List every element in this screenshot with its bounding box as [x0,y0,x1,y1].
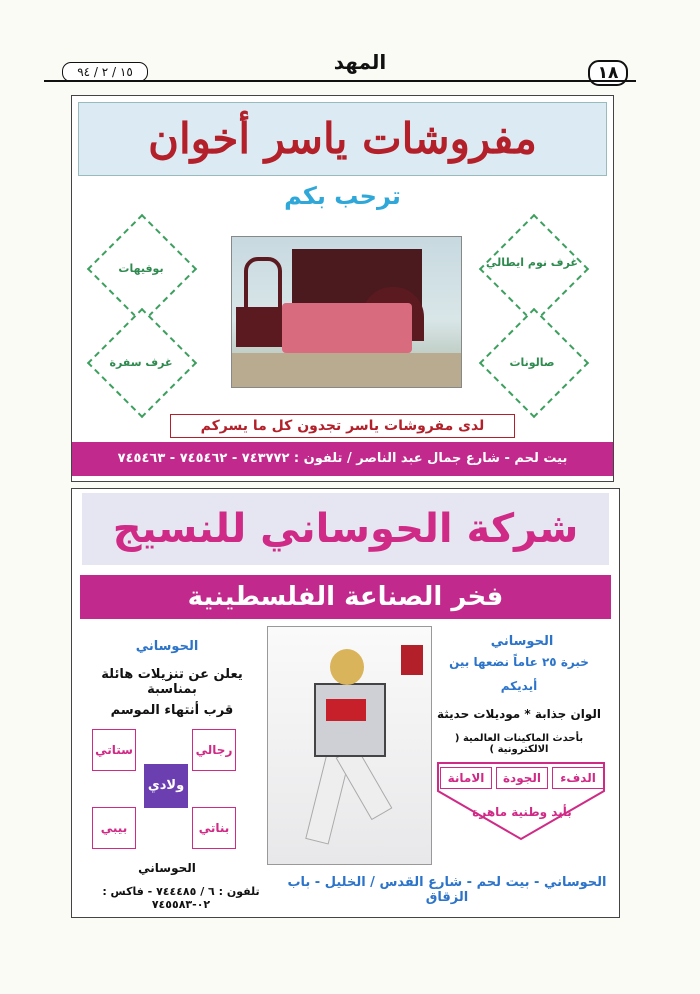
model-head [330,649,364,685]
right-line2: أيديكم [500,679,538,693]
furniture-advertisement [71,95,614,482]
header-rule [44,80,636,82]
left-line2: قرب أنتهاء الموسم [110,703,234,718]
hands-slogan: بأيد وطنية ماهرة [472,805,572,819]
bedroom-photo [231,236,462,388]
category-girls: بناتي [192,807,236,849]
diamond-label-buffets: بوفيهات [118,262,164,275]
right-line3: الوان جذابة * موديلات حديثة [436,707,601,721]
ad2-slogan-banner [80,575,611,619]
model-photo [267,626,432,865]
rug [232,353,461,387]
ad2-address: الحوساني - بيت لحم - شارع القدس / الخليل - باب الزقاق [287,875,607,905]
photo-prop [401,645,423,675]
category-baby: بيبي [92,807,136,849]
newspaper-masthead: المهد [333,50,387,74]
ad2-title-banner [82,493,609,565]
quality-trust: الامانة [440,767,492,789]
category-men: رجالي [192,729,236,771]
diamond-label-dining: غرف سفرة [109,356,173,369]
ad2-slogan: فخر الصناعة الفلسطينية [187,582,504,612]
right-brand: الحوساني [490,634,554,649]
left-brand-bottom: الحوساني [138,861,196,875]
diamond-label-bedrooms: غرف نوم ايطالي [486,256,578,269]
bed [282,303,412,353]
phone-fax: تلفون : ٦ / ٧٤٤٤٨٥ - فاكس : ٠٢-٧٤٥٥٨٣ [102,885,260,911]
ad1-address-bar: بيت لحم - شارع جمال عبد الناصر / تلفون : ٧٤٣٧٧٢ - ٧٤٥٤٦٢ - ٧٤٥٤٦٣ [72,442,613,476]
category-boys: ولادي [144,764,188,808]
mirror [244,257,282,311]
quality-warmth: الدفء [552,767,604,789]
left-brand: الحوساني [135,639,199,654]
ad1-welcome: ترحب بكم [284,182,401,210]
ad2-title: شركة الحوساني للنسيج [112,506,579,552]
quality-quality: الجودة [496,767,548,789]
ad1-tagline: لدى مفروشات ياسر تجدون كل ما يسركم [200,418,485,434]
ad1-title-banner [78,102,607,176]
ad1-title: مفروشات ياسر أخوان [148,114,537,163]
sweater-pattern [326,699,366,721]
right-line4: بأحدث الماكينات العالمية ( الالكترونية ) [454,733,584,755]
diamond-label-salons: صالونات [509,356,555,369]
left-line1: يعلن عن تنزيلات هائلة بمناسبة [101,667,243,697]
category-women: ستاتي [92,729,136,771]
issue-date: ١٥ / ٢ / ٩٤ [62,62,148,82]
right-line1: خبرة ٢٥ عاماً نضعها بين [449,655,589,669]
ad1-tagline-box [170,414,515,438]
textile-advertisement [71,488,620,918]
page-number: ١٨ [588,60,628,86]
